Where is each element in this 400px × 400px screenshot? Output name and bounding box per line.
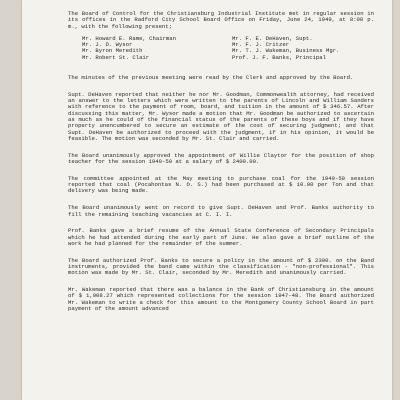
minutes-paragraph: The minutes of the previous meeting were read by the Clerk and approved by the Board. (68, 74, 354, 82)
attendee: Mr. F. E. DeHaven, Supt. (232, 34, 313, 42)
minutes-paragraph: The Board authorized Prof. Banks to secure a policy in the amount of $ 2300. on the Band instruments, provided the band came within the classification - "non-professional". This motion was made by Mr. St. Clair, seconded by Mr. Meredith and unanimously carried. (68, 256, 374, 277)
minutes-body (68, 11, 374, 323)
attendees-list (68, 36, 374, 61)
minutes-paragraph: The Board unanimously went on record to give Supt. DeHaven and Prof. Banks authority to fill the remaining teaching vacancies at C. I. I. (68, 204, 374, 218)
attendee: Mr. Robert St. Clair (82, 53, 150, 61)
attendee: Prof. J. F. Banks, Principal (232, 53, 326, 61)
attendee: Mr. J. D. Wysor (82, 41, 133, 49)
minutes-paragraph: Prof. Banks gave a brief resume of the Annual State Conference of Secondary Principals which he had attended during the early part of June. He also gave a brief outline of the work he had planned for the remainder of the summer. (68, 227, 374, 247)
attendee: Mr. F. J. Critzer (232, 41, 290, 49)
minutes-paragraph: The Board unanimously approved the appointment of Willie Claytor for the position of shop teacher for the session 1949-50 at a salary of $ 2400.00. (68, 151, 374, 166)
minutes-paragraph: Supt. DeHaven reported that neither he nor Mr. Goodman, Commonwealth attorney, had received an answer to the letters which were written to the parents of Lincoln and William Sanders with reference to the payment of room, board, and tuition in the amount of $ 346.57. After discussing this matter, Mr. Wysor made a motion that Mr. Goodman be authorized to ascertain as much as he could of the financial status of the parents of these boys and if they have property unencumbered to secure an estimate of the cost of securing judgment; and that Supt. DeHaven be authorized to proceed with the judgment, if in his opinion, it would be feasible. The motion was seconded by Mr. St. Clair and carried. (68, 90, 374, 142)
attendee: Mr. T. J. Wakeman, Business Mgr. (232, 47, 340, 55)
intro-paragraph: The Board of Control for the Christiansburg Industrial Institute met in regular session in its offices in the Radford City School Board Office on Friday, June 24, 1949, at 8:00 p. m., with the following present; (68, 10, 374, 30)
document-page (22, 0, 392, 400)
attendee: Mr. Byron Meredith (82, 47, 143, 55)
attendee: Mr. Howard E. Rame, Chairman (82, 34, 176, 42)
minutes-paragraph: Mr. Wakeman reported that there was a balance in the Bank of Christiansburg in the amount of $ 1,008.27 which represented collections for the session 1947-48. The Board authorized Mr. Wakeman to write a check for this amount to the Montgomery County School Board in part payment of the amount advanced (68, 286, 374, 312)
minutes-paragraph: The committee appointed at the May meeting to purchase coal for the 1949-50 session reported that coal (Pocahontas N. O. S.) had been purchased at $ 10.00 per Ton and that delivery was being made. (68, 174, 374, 195)
